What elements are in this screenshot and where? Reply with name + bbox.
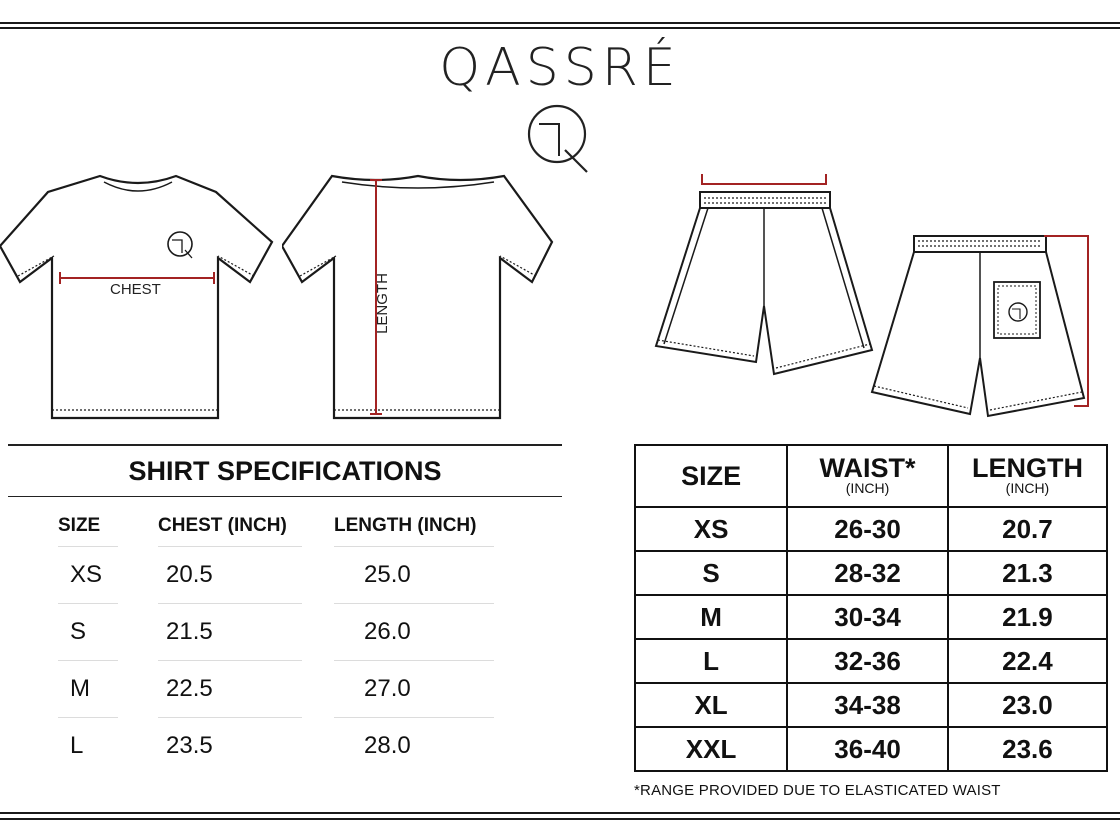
shorts-back-diagram	[862, 228, 1102, 423]
top-border-outer	[0, 22, 1120, 24]
waist-cell: 32-36	[787, 639, 948, 683]
table-row	[635, 507, 1107, 551]
size-cell: S	[58, 603, 118, 660]
table-row	[635, 727, 1107, 771]
waist-cell: 34-38	[787, 683, 948, 727]
size-cell: S	[635, 551, 787, 595]
divider	[8, 496, 562, 498]
length-cell: 21.9	[948, 595, 1107, 639]
waist-cell: 26-30	[787, 507, 948, 551]
length-cell: 27.0	[334, 660, 494, 717]
shorts-front-diagram	[650, 168, 885, 383]
length-cell: 22.4	[948, 639, 1107, 683]
size-cell: M	[58, 660, 118, 717]
table-row	[58, 546, 494, 603]
table-row	[635, 639, 1107, 683]
column-header: LENGTH (INCH)	[334, 515, 477, 536]
column-header-waist: WAIST* (INCH)	[787, 445, 948, 507]
chest-cell: 20.5	[158, 546, 302, 603]
table-row	[635, 551, 1107, 595]
length-cell: 25.0	[334, 546, 494, 603]
table-row	[58, 603, 494, 660]
size-cell: XS	[58, 546, 118, 603]
length-cell: 21.3	[948, 551, 1107, 595]
length-cell: 26.0	[334, 603, 494, 660]
length-label: LENGTH	[373, 273, 391, 334]
table-header-row	[635, 445, 1107, 507]
shorts-spec-table	[634, 444, 1108, 772]
top-border-inner	[0, 27, 1120, 29]
size-cell: L	[58, 717, 118, 774]
waist-cell: 36-40	[787, 727, 948, 771]
shirt-spec-title: SHIRT SPECIFICATIONS	[128, 455, 442, 486]
column-header: CHEST (INCH)	[158, 515, 287, 536]
length-cell: 20.7	[948, 507, 1107, 551]
brand-wordmark: QASSRÉ	[439, 38, 681, 98]
waist-cell: 28-32	[787, 551, 948, 595]
q-monogram-circle-icon	[525, 102, 597, 174]
length-cell: 23.6	[948, 727, 1107, 771]
table-row	[635, 683, 1107, 727]
size-cell: XS	[635, 507, 787, 551]
column-header: SIZE	[58, 515, 101, 536]
size-cell: M	[635, 595, 787, 639]
tshirt-back-diagram	[282, 170, 557, 425]
chest-cell: 22.5	[158, 660, 302, 717]
size-cell: L	[635, 639, 787, 683]
shirt-spec-table	[58, 506, 494, 774]
waist-footnote: *RANGE PROVIDED DUE TO ELASTICATED WAIST	[634, 782, 1001, 799]
size-cell: XXL	[635, 727, 787, 771]
chest-label: CHEST	[110, 281, 161, 298]
length-cell: 23.0	[948, 683, 1107, 727]
bottom-border-outer	[0, 818, 1120, 820]
table-row	[58, 717, 494, 774]
shirt-spec-section	[8, 444, 562, 497]
bottom-border-inner	[0, 812, 1120, 814]
length-cell: 28.0	[334, 717, 494, 774]
chest-cell: 23.5	[158, 717, 302, 774]
table-header-row	[58, 506, 494, 546]
chest-cell: 21.5	[158, 603, 302, 660]
column-header-length: LENGTH (INCH)	[948, 445, 1107, 507]
column-header-size: SIZE	[635, 445, 787, 507]
waist-cell: 30-34	[787, 595, 948, 639]
table-row	[58, 660, 494, 717]
size-cell: XL	[635, 683, 787, 727]
table-row	[635, 595, 1107, 639]
